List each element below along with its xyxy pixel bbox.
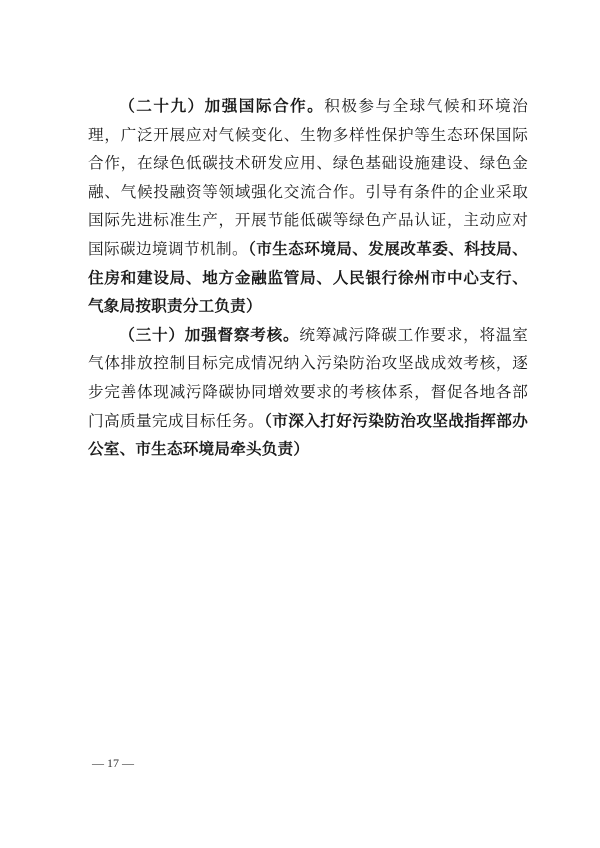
page-number: — 17 — [92,756,134,770]
paragraph-heading: （二十九）加强国际合作。 [119,97,325,115]
paragraph-supervision-assessment [88,321,528,464]
responsibility-note: （市生态环境局、发展改革委、科技局、住房和建设局、地方金融监管局、人民银行徐州市中心支行、气象局按职责分工负责） [88,239,528,316]
document-body [88,92,528,464]
paragraph-body: 统筹减污降碳工作要求，将温室气体排放控制目标完成情况纳入污染防治攻坚战成效考核，逐步完善体现减污降碳协同增效要求的考核体系，督促各地各部门高质量完成目标任务。 [88,325,528,430]
responsibility-note: （市深入打好污染防治攻坚战指挥部办公室、市生态环境局牵头负责） [88,411,528,459]
paragraph-body: 积极参与全球气候和环境治理，广泛开展应对气候变化、生物多样性保护等生态环保国际合作，在绿色低碳技术研发应用、绿色基础设施建设、绿色金融、气候投融资等领域强化交流合作。引导有条件的企业采取国际先进标准生产，开展节能低碳等绿色产品认证，主动应对国际碳边境调节机制。 [88,97,528,258]
paragraph-international-cooperation [88,92,528,321]
paragraph-heading: （三十）加强督察考核。 [119,325,300,344]
